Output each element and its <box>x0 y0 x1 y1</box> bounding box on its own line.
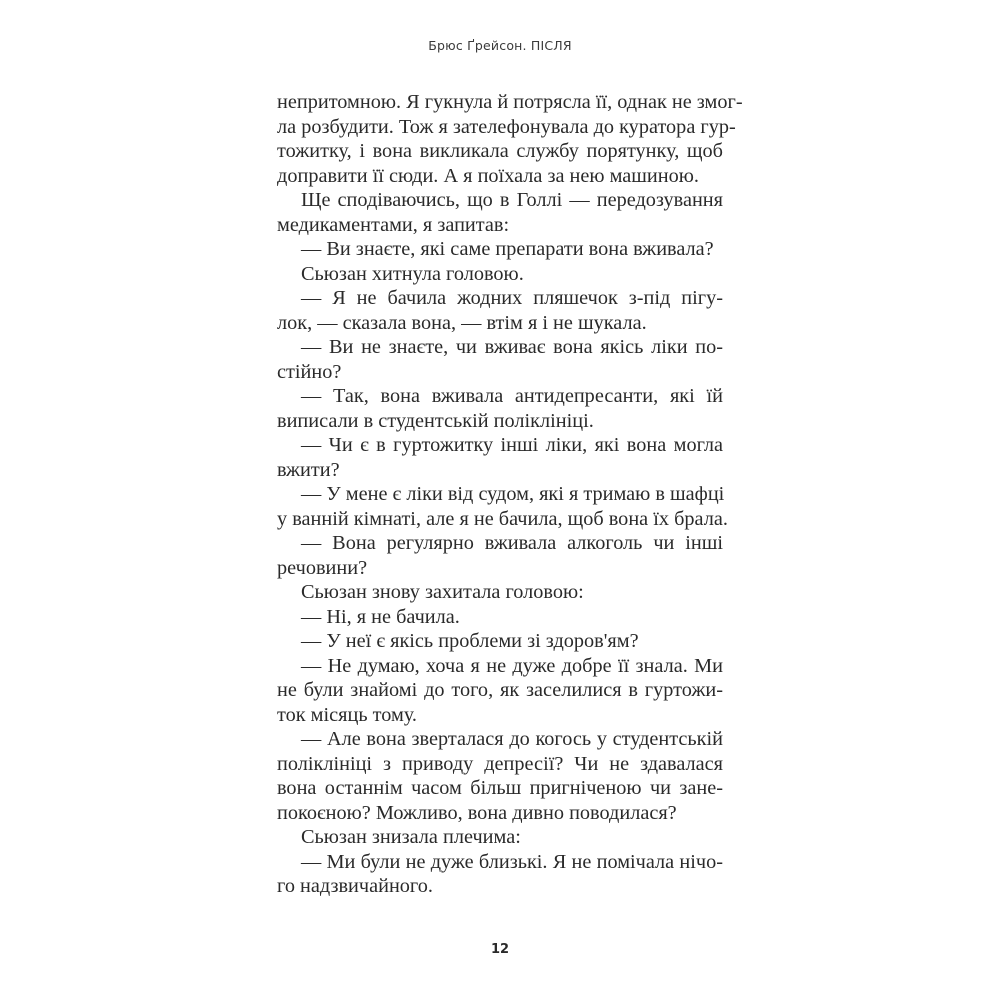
text-line: речовини? <box>277 556 368 579</box>
text-line: вона останнім часом більш пригніченою чи зане- <box>277 777 723 799</box>
text-line: медикаментами, я запитав: <box>277 213 510 236</box>
text-line: — Чи є в гуртожитку інші ліки, які вона могла <box>301 434 723 456</box>
text-line: у ванній кімнаті, але я не бачила, щоб вона їх брала. <box>277 507 728 530</box>
text-line: покоєною? Можливо, вона дивно поводилася? <box>277 801 677 824</box>
text-line: Сьюзан знову захитала головою: <box>301 581 584 603</box>
running-header: Брюс Ґрейсон. ПІСЛЯ <box>428 38 572 53</box>
text-line: поліклініці з приводу депресії? Чи не здавалася <box>277 752 723 775</box>
text-line: — Ми були не дуже близькі. Я не помічала нічо- <box>301 850 723 873</box>
text-line: лок, — сказала вона, — втім я і не шукала. <box>277 311 647 334</box>
text-line: — Так, вона вживала антидепресанти, які їй <box>301 385 723 407</box>
text-line: ла розбудити. Тож я зателефонувала до куратора гур- <box>277 115 736 138</box>
text-line: не були знайомі до того, як заселилися в гуртожи- <box>277 679 723 701</box>
text-line: непритомною. Я гукнула й потрясла її, однак не змог- <box>277 91 743 113</box>
text-line: — Не думаю, хоча я не дуже добре її знала. Ми <box>301 654 723 677</box>
text-line: — Але вона зверталася до когось у студентській <box>301 728 723 750</box>
text-line: тожитку, і вона викликала службу порятунку, щоб <box>277 140 723 162</box>
text-line: доправити її сюди. А я поїхала за нею машиною. <box>277 164 699 187</box>
page-number: 12 <box>490 942 510 957</box>
text-line: Ще сподіваючись, що в Голлі — передозування <box>301 189 723 211</box>
text-line: — У мене є ліки від судом, які я тримаю в шафці <box>301 483 725 505</box>
text-line: стійно? <box>277 360 342 383</box>
text-line: Сьюзан знизала плечима: <box>301 826 521 848</box>
text-line: го надзвичайного. <box>277 875 433 897</box>
text-line: — Ні, я не бачила. <box>301 605 460 628</box>
text-line: — Я не бачила жодних пляшечок з-під пігу- <box>301 287 723 309</box>
body-text <box>277 90 743 899</box>
text-line: виписали в студентській поліклініці. <box>277 409 594 432</box>
text-line: — Ви не знаєте, чи вживає вона якісь ліки по- <box>301 336 723 358</box>
text-line: ток місяць тому. <box>277 703 417 726</box>
text-line: вжити? <box>277 458 340 481</box>
text-line: — Ви знаєте, які саме препарати вона вживала? <box>301 238 714 260</box>
text-line: — У неї є якісь проблеми зі здоров'ям? <box>301 630 639 652</box>
text-line: — Вона регулярно вживала алкоголь чи інші <box>301 532 723 554</box>
text-line: Сьюзан хитнула головою. <box>301 262 524 285</box>
